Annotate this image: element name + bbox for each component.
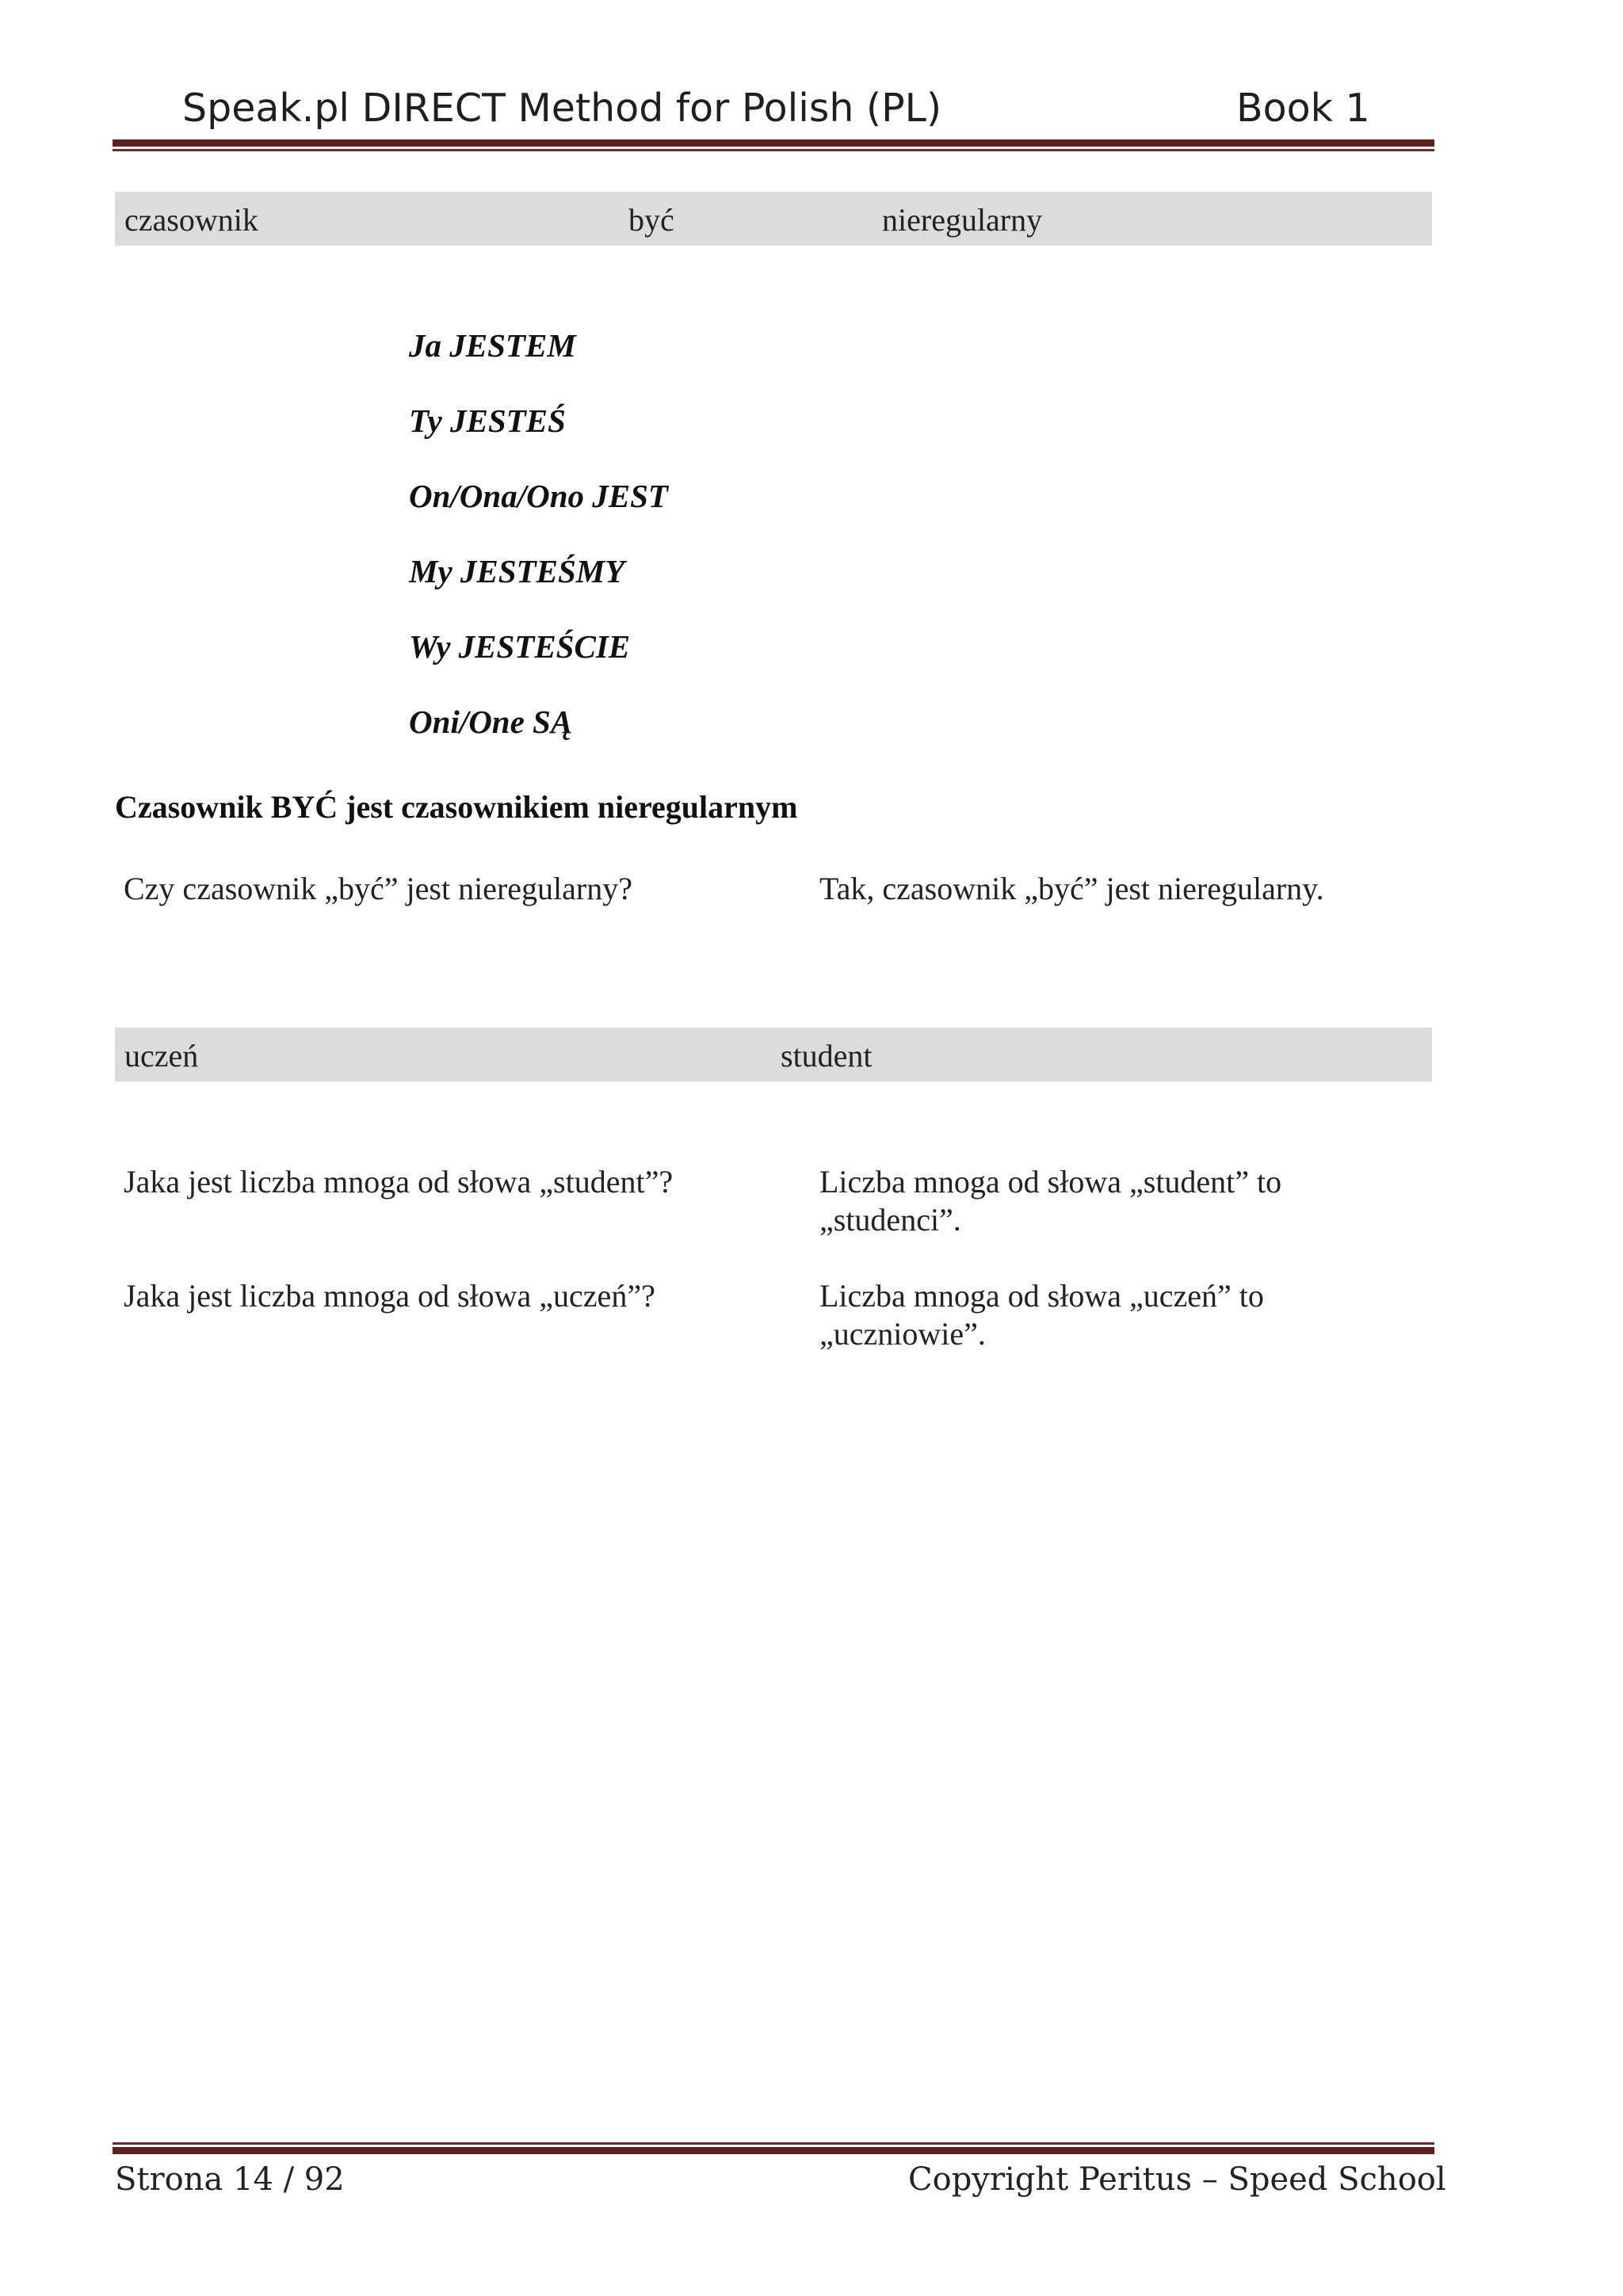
band-word: nieregularny	[882, 202, 1043, 238]
vocabulary-band-verb	[115, 192, 1432, 246]
conjugation-line: My JESTEŚMY	[409, 553, 625, 589]
conjugation-line: Wy JESTEŚCIE	[409, 628, 631, 665]
book-label: Book 1	[1236, 86, 1370, 131]
footer-rule	[113, 2142, 1434, 2154]
page-bottom-shade	[0, 2203, 1623, 2296]
header-rule	[113, 139, 1434, 151]
conjugation-line: Oni/One SĄ	[409, 704, 573, 740]
band-word: być	[628, 202, 674, 238]
band-word: czasownik	[124, 202, 258, 238]
answer-text-line: „uczniowie”.	[819, 1316, 986, 1352]
answer-text: Tak, czasownik „być” jest nieregularny.	[819, 871, 1324, 906]
band-word: uczeń	[124, 1038, 199, 1074]
conjugation-line: Ty JESTEŚ	[409, 402, 566, 439]
grammar-rule: Czasownik BYĆ jest czasownikiem nieregularnym	[115, 789, 798, 825]
conjugation-line: Ja JESTEM	[409, 327, 576, 364]
page-margin-shade	[1450, 0, 1623, 2296]
vocabulary-band-noun	[115, 1028, 1432, 1081]
band-word: student	[781, 1038, 873, 1074]
answer-text-line: Liczba mnoga od słowa „uczeń” to	[819, 1278, 1264, 1314]
conjugation-line: On/Ona/Ono JEST	[409, 478, 668, 514]
answer-text-line: „studenci”.	[819, 1202, 961, 1238]
question-text: Jaka jest liczba mnoga od słowa „uczeń”?	[124, 1278, 655, 1314]
question-text: Jaka jest liczba mnoga od słowa „student”?	[124, 1164, 674, 1199]
page-number: Strona 14 / 92	[115, 2161, 345, 2198]
document-title: Speak.pl DIRECT Method for Polish (PL)	[182, 86, 942, 131]
copyright-notice: Copyright Peritus – Speed School	[908, 2161, 1446, 2198]
answer-text-line: Liczba mnoga od słowa „student” to	[819, 1164, 1282, 1199]
question-text: Czy czasownik „być” jest nieregularny?	[124, 871, 632, 906]
